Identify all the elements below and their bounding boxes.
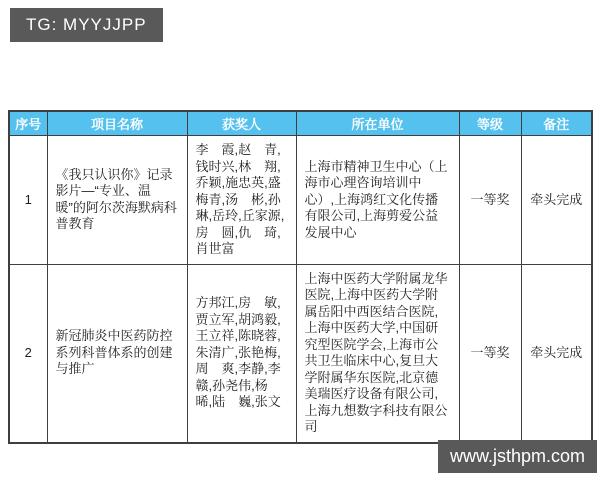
cell-project: 《我只认识你》记录影片—“专业、温暖”的阿尔茨海默病科普教育 [47, 136, 187, 265]
col-header-project: 项目名称 [47, 111, 187, 136]
col-header-index: 序号 [9, 111, 47, 136]
cell-project: 新冠肺炎中医药防控系列科普体系的创建与推广 [47, 264, 187, 443]
cell-winners: 李 霞,赵 青,钱时兴,林 翔,乔颖,施忠英,盛梅青,汤 彬,孙 琳,岳玲,丘家源,房 圆,仇 琦,肖世富 [187, 136, 296, 265]
cell-unit: 上海中医药大学附属龙华医院,上海中医药大学附属岳阳中西医结合医院,上海中医药大学,中国研究型医院学会,上海市公共卫生临床中心,复旦大学附属华东医院,北京德美瑞医疗设备有限公司,上海九想数字科技有限公司 [296, 264, 459, 443]
cell-level: 一等奖 [459, 264, 521, 443]
awards-table [8, 110, 593, 444]
cell-index: 1 [9, 136, 47, 265]
cell-remark: 牵头完成 [521, 264, 592, 443]
col-header-unit: 所在单位 [296, 111, 459, 136]
col-header-level: 等级 [459, 111, 521, 136]
col-header-remark: 备注 [521, 111, 592, 136]
watermark-url-badge: www.jsthpm.com [438, 440, 597, 473]
cell-level: 一等奖 [459, 136, 521, 265]
source-tag-badge: TG: MYYJJPP [10, 8, 163, 42]
cell-unit: 上海市精神卫生中心（上海市心理咨询培训中心）,上海鸿红文化传播有限公司,上海剪爱公益发展中心 [296, 136, 459, 265]
table-row [9, 264, 592, 443]
col-header-winners: 获奖人 [187, 111, 296, 136]
table-row [9, 136, 592, 265]
table-header-row [9, 111, 592, 136]
cell-index: 2 [9, 264, 47, 443]
cell-winners: 方邦江,房 敏,贾立军,胡鸿毅,王立祥,陈晓蓉,朱清广,张艳梅,周 爽,李静,李 赣,孙尧伟,杨 晞,陆 巍,张文 [187, 264, 296, 443]
cell-remark: 牵头完成 [521, 136, 592, 265]
